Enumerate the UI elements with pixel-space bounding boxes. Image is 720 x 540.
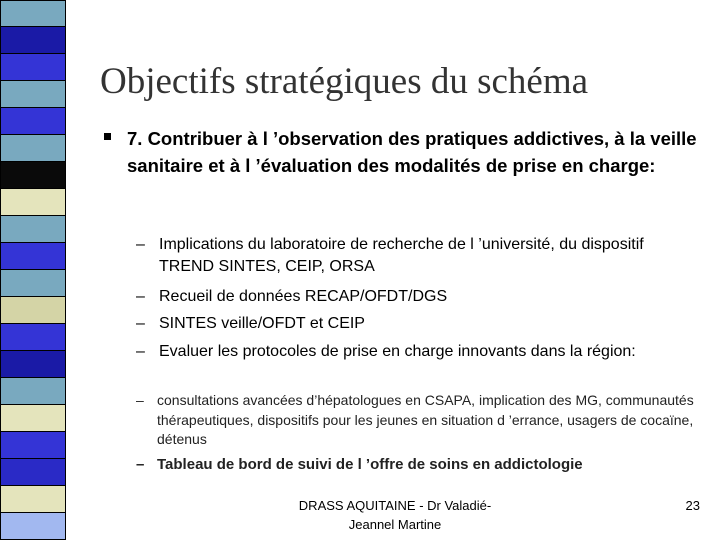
stripe-block (0, 297, 66, 324)
dash-bullet-icon: – (136, 288, 145, 305)
stripe-block (0, 459, 66, 486)
stripe-block (0, 189, 66, 216)
footer-line-1: DRASS AQUITAINE - Dr Valadié- (298, 498, 492, 513)
sub-bullet-4 (136, 341, 696, 363)
sub-sub-bullet-text: Tableau de bord de suivi de l ’offre de soins en addictologie (157, 456, 583, 473)
stripe-block (0, 270, 66, 297)
square-bullet-icon (104, 133, 111, 140)
stripe-block (0, 513, 66, 540)
sub-sub-bullet-text: consultations avancées d’hépatologues en CSAPA, implication des MG, communautés thérapeutiques, dispositifs pour les jeunes en situation d ’errance, usagers de cocaïne, détenus (157, 392, 694, 447)
sub-bullet-text: Recueil de données RECAP/OFDT/DGS (159, 288, 448, 305)
dash-bullet-icon: – (136, 236, 145, 253)
sub-bullet-1 (136, 234, 696, 278)
sub-bullet-3 (136, 313, 696, 335)
dash-bullet-icon: – (136, 392, 144, 408)
stripe-block (0, 432, 66, 459)
sub-sub-bullet-2 (136, 455, 696, 475)
footer-line-2: Jeannel Martine (348, 517, 442, 532)
slide-title: Objectifs stratégiques du schéma (100, 61, 589, 102)
sub-bullet-text: SINTES veille/OFDT et CEIP (159, 315, 365, 332)
stripe-block (0, 216, 66, 243)
stripe-block (0, 108, 66, 135)
main-bullet-text: 7. Contribuer à l ’observation des pratiques addictives, à la veille sanitaire et à l ’évaluation des modalités de prise en charge: (127, 128, 697, 176)
sub-bullet-2 (136, 286, 696, 308)
stripe-block (0, 378, 66, 405)
stripe-block (0, 486, 66, 513)
sub-sub-bullet-1 (136, 391, 696, 450)
stripe-block (0, 324, 66, 351)
page-number: 23 (685, 498, 700, 513)
stripe-block (0, 0, 66, 27)
stripe-block (0, 135, 66, 162)
sub-bullet-text: Evaluer les protocoles de prise en charge innovants dans la région: (159, 343, 636, 360)
stripe-block (0, 351, 66, 378)
decorative-color-stripe (0, 0, 66, 540)
footer-author (270, 496, 520, 534)
sub-bullet-text: Implications du laboratoire de recherche de l ’université, du dispositif TREND SINTES, CEIP, ORSA (159, 236, 644, 275)
stripe-block (0, 27, 66, 54)
stripe-block (0, 162, 66, 189)
stripe-block (0, 405, 66, 432)
dash-bullet-icon: – (136, 456, 145, 473)
stripe-block (0, 81, 66, 108)
stripe-block (0, 243, 66, 270)
dash-bullet-icon: – (136, 315, 145, 332)
dash-bullet-icon: – (136, 343, 145, 360)
stripe-block (0, 54, 66, 81)
